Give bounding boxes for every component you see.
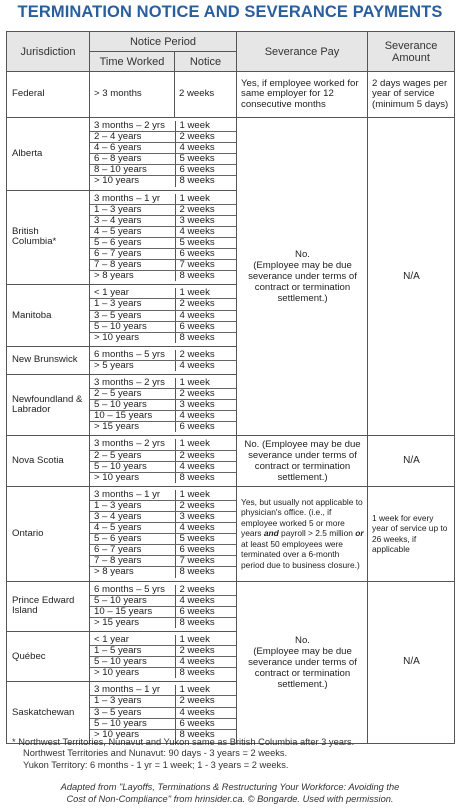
period-row — [90, 595, 236, 606]
notice-cell: 2 weeks — [175, 500, 236, 511]
jurisdiction-new-brunswick: New Brunswick — [7, 346, 90, 374]
period-row — [90, 534, 236, 545]
time-worked-cell: > 10 years — [94, 729, 140, 740]
row-ontario — [7, 486, 455, 581]
new-brunswick-period-list — [90, 350, 236, 371]
time-worked-cell: 1 – 5 years — [90, 646, 175, 657]
period-row — [90, 165, 236, 176]
time-worked-cell: 1 – 3 years — [90, 500, 175, 511]
time-worked-cell: 6 months – 5 yrs — [90, 350, 175, 361]
page-title: TERMINATION NOTICE AND SEVERANCE PAYMENTS — [17, 3, 443, 21]
notice-cell: 6 weeks — [175, 249, 236, 260]
ontario-pay-and: and — [263, 528, 279, 539]
notice-cell: 4 weeks — [175, 657, 236, 668]
federal-severance-pay: Yes, if employee worked for same employer for 12 consecutive months — [237, 72, 368, 118]
jurisdiction-british-columbia — [7, 190, 90, 285]
notice-cell: 2 weeks — [175, 389, 236, 400]
time-worked-cell: 3 – 5 years — [90, 310, 175, 321]
notice-cell: 8 weeks — [175, 617, 236, 628]
period-row — [90, 271, 236, 282]
period-row — [90, 176, 236, 187]
period-row — [90, 617, 236, 628]
notice-cell: 8 weeks — [175, 176, 236, 187]
notice-cell: 4 weeks — [175, 143, 236, 154]
period-row — [90, 567, 236, 578]
newfoundland-periods — [90, 374, 237, 435]
jurisdiction-quebec: Québec — [7, 631, 90, 681]
period-row — [90, 646, 236, 657]
row-nova-scotia — [7, 436, 455, 486]
nova-scotia-periods — [90, 436, 237, 486]
pei-name-line1: Prince Edward — [12, 595, 75, 607]
notice-cell: 3 weeks — [175, 215, 236, 226]
notice-cell: 2 weeks — [175, 585, 236, 596]
time-worked-cell: 6 – 7 years — [90, 249, 175, 260]
period-row — [90, 718, 236, 729]
notice-cell: 4 weeks — [175, 226, 236, 237]
time-worked-cell: > 10 years — [94, 332, 140, 343]
header-time-worked: Time Worked — [90, 52, 175, 72]
notice-cell: 4 weeks — [175, 310, 236, 321]
notice-cell: 6 weeks — [175, 545, 236, 556]
notice-cell: 1 week — [175, 194, 236, 205]
time-worked-cell: 3 – 4 years — [90, 512, 175, 523]
notice-cell: 1 week — [175, 439, 236, 450]
group1-pay-no: No. — [295, 249, 310, 261]
ontario-pay-part-c: at least 50 employees were terminated over a 6-month period due to business closure.) — [241, 538, 360, 570]
footnote-line1: * Northwest Territories, Nunavut and Yukon same as British Columbia after 3 years. — [12, 737, 355, 747]
notice-cell: 6 weeks — [175, 606, 236, 617]
bc-name-line2: Columbia* — [12, 236, 57, 248]
time-worked-cell: 1 – 3 years — [90, 204, 175, 215]
group1-pay-detail: (Employee may be due severance under terms of contract or termination settlement.) — [248, 260, 357, 305]
time-worked-cell: 5 – 10 years — [90, 657, 175, 668]
time-worked-cell: < 1 year — [90, 288, 175, 299]
time-worked-cell: 6 months – 5 yrs — [90, 585, 175, 596]
header-severance-pay: Severance Pay — [237, 32, 368, 72]
period-row — [90, 226, 236, 237]
time-worked-cell: 3 months – 1 yr — [90, 194, 175, 205]
header-jurisdiction: Jurisdiction — [7, 32, 90, 72]
group1-severance-pay — [237, 118, 368, 436]
alberta-period-list — [90, 121, 236, 187]
ontario-severance-amount: 1 week for every year of service up to 26 weeks, if applicable — [368, 486, 455, 581]
ontario-period-list — [90, 490, 236, 578]
notice-cell: 8 weeks — [175, 668, 236, 679]
time-worked-cell: 7 – 8 years — [90, 556, 175, 567]
period-row — [90, 360, 236, 371]
period-row — [90, 545, 236, 556]
row-federal — [7, 72, 455, 118]
time-worked-cell: 5 – 10 years — [90, 595, 175, 606]
period-row — [90, 472, 236, 483]
jurisdiction-alberta: Alberta — [7, 118, 90, 191]
time-worked-cell: 1 – 3 years — [90, 696, 175, 707]
time-worked-cell: 6 – 7 years — [90, 545, 175, 556]
time-worked-cell: 3 months – 2 yrs — [90, 439, 175, 450]
jurisdiction-ontario: Ontario — [7, 486, 90, 581]
group2-severance-pay — [237, 581, 368, 743]
notice-cell: 3 weeks — [175, 512, 236, 523]
newfoundland-period-list — [90, 378, 236, 432]
federal-notice: 2 weeks — [175, 72, 237, 118]
period-row — [90, 556, 236, 567]
notice-cell: 2 weeks — [175, 132, 236, 143]
time-worked-cell: > 10 years — [94, 472, 140, 483]
period-row — [90, 635, 236, 646]
time-worked-cell: 4 – 5 years — [90, 523, 175, 534]
credit-line1: Adapted from "Layoffs, Terminations & Restructuring Your Workforce: Avoiding the — [60, 782, 400, 792]
footnote — [12, 737, 354, 771]
notice-cell: 1 week — [175, 121, 236, 132]
header-severance-amount — [368, 32, 455, 72]
period-row — [90, 332, 236, 343]
period-row — [90, 121, 236, 132]
period-row — [90, 422, 236, 433]
header-notice-period: Notice Period — [90, 32, 237, 52]
notice-cell: 1 week — [175, 378, 236, 389]
period-row — [90, 321, 236, 332]
period-row — [90, 439, 236, 450]
notice-cell: 7 weeks — [175, 556, 236, 567]
new-brunswick-periods — [90, 346, 237, 374]
period-row — [90, 696, 236, 707]
time-worked-cell: 3 months – 1 yr — [90, 685, 175, 696]
bc-name-line1: British — [12, 226, 39, 238]
time-worked-cell: > 5 years — [94, 360, 134, 371]
ontario-pay-part-b: payroll > 2.5 million — [281, 528, 353, 539]
time-worked-cell: 10 – 15 years — [90, 411, 175, 422]
pei-period-list — [90, 585, 236, 628]
alberta-periods — [90, 118, 237, 191]
period-row — [90, 585, 236, 596]
time-worked-cell: < 1 year — [90, 635, 175, 646]
federal-severance-amount: 2 days wages per year of service (minimum 5 days) — [368, 72, 455, 118]
jurisdiction-manitoba: Manitoba — [7, 285, 90, 346]
period-row — [90, 215, 236, 226]
time-worked-cell: > 8 years — [94, 270, 134, 282]
notice-cell: 5 weeks — [175, 154, 236, 165]
notice-cell: 4 weeks — [175, 707, 236, 718]
time-worked-cell: 2 – 4 years — [90, 132, 175, 143]
period-row — [90, 237, 236, 248]
time-worked-cell: > 15 years — [94, 421, 140, 433]
period-row — [90, 523, 236, 534]
notice-cell: 1 week — [175, 288, 236, 299]
period-row — [90, 260, 236, 271]
time-worked-cell: 3 – 5 years — [90, 707, 175, 718]
time-worked-cell: 2 – 5 years — [90, 450, 175, 461]
period-row — [90, 668, 236, 679]
time-worked-cell: 3 months – 2 yrs — [90, 378, 175, 389]
time-worked-cell: 3 months – 2 yrs — [90, 121, 175, 132]
header-severance-amount-line2: Amount — [392, 51, 430, 64]
header-notice: Notice — [175, 52, 237, 72]
pei-periods — [90, 581, 237, 631]
period-row — [90, 389, 236, 400]
period-row — [90, 204, 236, 215]
period-row — [90, 450, 236, 461]
time-worked-cell: > 8 years — [94, 566, 134, 578]
bc-periods — [90, 190, 237, 285]
time-worked-cell: 4 – 6 years — [90, 143, 175, 154]
period-row — [90, 490, 236, 501]
nova-scotia-severance-amount: N/A — [368, 436, 455, 486]
time-worked-cell: > 10 years — [94, 667, 140, 679]
time-worked-cell: 5 – 10 years — [90, 400, 175, 411]
period-row — [90, 685, 236, 696]
jurisdiction-saskatchewan: Saskatchewan — [7, 682, 90, 743]
jurisdiction-nova-scotia: Nova Scotia — [7, 436, 90, 486]
notice-cell: 1 week — [175, 490, 236, 501]
time-worked-cell: 1 – 3 years — [90, 299, 175, 310]
saskatchewan-period-list — [90, 685, 236, 739]
time-worked-cell: 5 – 6 years — [90, 237, 175, 248]
group2-pay-no: No. — [295, 634, 310, 646]
period-row — [90, 299, 236, 310]
time-worked-cell: > 10 years — [94, 175, 140, 187]
credit-line2: Cost of Non-Compliance" from hrinsider.ca. © Bongarde. Used with permission. — [66, 793, 394, 804]
saskatchewan-periods — [90, 682, 237, 743]
notice-cell: 4 weeks — [175, 595, 236, 606]
notice-cell: 6 weeks — [175, 422, 236, 433]
time-worked-cell: 10 – 15 years — [90, 606, 175, 617]
newfoundland-name-line2: Labrador — [12, 404, 51, 416]
time-worked-cell: 3 months – 1 yr — [90, 490, 175, 501]
jurisdiction-newfoundland — [7, 374, 90, 435]
group1-severance-amount: N/A — [368, 118, 455, 436]
ontario-periods — [90, 486, 237, 581]
time-worked-cell: 5 – 10 years — [90, 461, 175, 472]
period-row — [90, 707, 236, 718]
header-severance-amount-line1: Severance — [384, 39, 438, 52]
period-row — [90, 400, 236, 411]
jurisdiction-federal: Federal — [7, 72, 90, 118]
ontario-pay-part-a: Yes, but usually not applicable to physician's office. (i.e., if employee worked 5 or more years — [241, 496, 363, 539]
notice-cell: 8 weeks — [175, 472, 236, 483]
time-worked-cell: 2 – 5 years — [90, 389, 175, 400]
period-row — [90, 288, 236, 299]
notice-cell: 8 weeks — [175, 567, 236, 578]
period-row — [90, 350, 236, 361]
period-row — [90, 378, 236, 389]
notice-cell: 1 week — [175, 685, 236, 696]
termination-table — [6, 31, 455, 744]
time-worked-cell: > 15 years — [94, 617, 140, 628]
footnote-line3: Yukon Territory: 6 months - 1 yr = 1 week; 1 - 3 years = 2 weeks. — [23, 759, 289, 770]
row-alberta — [7, 118, 455, 191]
time-worked-cell: 4 – 5 years — [90, 226, 175, 237]
ontario-pay-or: or — [355, 528, 364, 539]
notice-cell: 8 weeks — [175, 729, 236, 740]
notice-cell: 8 weeks — [175, 271, 236, 282]
time-worked-cell: 5 – 10 years — [90, 321, 175, 332]
period-row — [90, 606, 236, 617]
period-row — [90, 512, 236, 523]
period-row — [90, 154, 236, 165]
pei-name-line2: Island — [12, 605, 38, 617]
notice-cell: 2 weeks — [175, 450, 236, 461]
nova-scotia-period-list — [90, 439, 236, 482]
notice-cell: 4 weeks — [175, 523, 236, 534]
period-row — [90, 143, 236, 154]
notice-cell: 4 weeks — [175, 461, 236, 472]
manitoba-period-list — [90, 288, 236, 342]
ontario-severance-pay — [237, 486, 368, 581]
nova-scotia-severance-pay: No. (Employee may be due severance under terms of contract or termination settlement.) — [237, 436, 368, 486]
jurisdiction-pei — [7, 581, 90, 631]
notice-cell: 2 weeks — [175, 646, 236, 657]
notice-cell: 7 weeks — [175, 260, 236, 271]
notice-cell: 4 weeks — [175, 360, 236, 371]
period-row — [90, 461, 236, 472]
notice-cell: 2 weeks — [175, 299, 236, 310]
notice-cell: 5 weeks — [175, 534, 236, 545]
time-worked-cell: 3 – 4 years — [90, 215, 175, 226]
period-row — [90, 411, 236, 422]
row-pei — [7, 581, 455, 631]
notice-cell: 6 weeks — [175, 165, 236, 176]
period-row — [90, 249, 236, 260]
notice-cell: 2 weeks — [175, 350, 236, 361]
federal-time-worked: > 3 months — [90, 72, 175, 118]
notice-cell: 4 weeks — [175, 411, 236, 422]
notice-cell: 8 weeks — [175, 332, 236, 343]
notice-cell: 6 weeks — [175, 718, 236, 729]
group2-pay-detail: (Employee may be due severance under terms of contract or termination settlement.) — [248, 645, 357, 690]
notice-cell: 3 weeks — [175, 400, 236, 411]
notice-cell: 1 week — [175, 635, 236, 646]
time-worked-cell: 6 – 8 years — [90, 154, 175, 165]
time-worked-cell: 5 – 10 years — [90, 718, 175, 729]
time-worked-cell: 8 – 10 years — [90, 165, 175, 176]
quebec-period-list — [90, 635, 236, 678]
group2-severance-amount: N/A — [368, 581, 455, 743]
period-row — [90, 132, 236, 143]
footnote-line2: Northwest Territories and Nunavut: 90 days - 3 years = 2 weeks. — [23, 748, 288, 759]
notice-cell: 6 weeks — [175, 321, 236, 332]
period-row — [90, 194, 236, 205]
period-row — [90, 500, 236, 511]
bc-period-list — [90, 194, 236, 282]
time-worked-cell: 7 – 8 years — [90, 260, 175, 271]
period-row — [90, 310, 236, 321]
newfoundland-name-line1: Newfoundland & — [12, 394, 83, 406]
quebec-periods — [90, 631, 237, 681]
source-credit — [0, 782, 460, 805]
manitoba-periods — [90, 285, 237, 346]
notice-cell: 2 weeks — [175, 204, 236, 215]
notice-cell: 2 weeks — [175, 696, 236, 707]
notice-cell: 5 weeks — [175, 237, 236, 248]
time-worked-cell: 5 – 6 years — [90, 534, 175, 545]
period-row — [90, 657, 236, 668]
